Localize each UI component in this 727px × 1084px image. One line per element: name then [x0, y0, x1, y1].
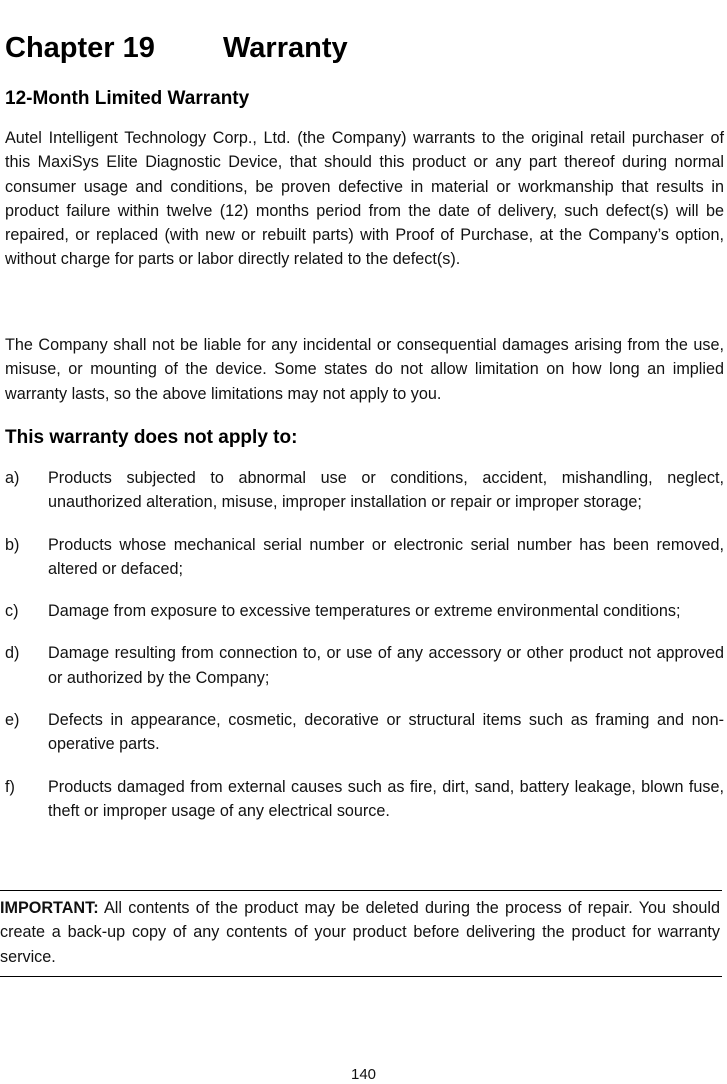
list-item-text: Defects in appearance, cosmetic, decorative or structural items such as framing and non-operative parts. — [48, 711, 724, 754]
chapter-heading — [5, 28, 348, 68]
list-item — [5, 466, 724, 515]
list-item — [5, 641, 724, 690]
important-text: All contents of the product may be deleted during the process of repair. You should create a back-up copy of any contents of your product before delivering the product for warranty service. — [0, 899, 720, 966]
list-item-text: Products whose mechanical serial number or electronic serial number has been removed, altered or defaced; — [48, 535, 724, 578]
list-item-text: Products subjected to abnormal use or conditions, accident, mishandling, neglect, unauthorized alteration, misuse, improper installation or repair or improper storage; — [48, 469, 724, 512]
list-item-text: Damage from exposure to excessive temperatures or extreme environmental conditions; — [48, 602, 681, 621]
list-item — [5, 775, 724, 824]
section-title: 12-Month Limited Warranty — [5, 88, 250, 109]
list-item-text: Products damaged from external causes such as fire, dirt, sand, battery leakage, blown fuse, theft or improper usage of any electrical source. — [48, 777, 724, 820]
chapter-number: Chapter 19 — [5, 32, 155, 64]
important-notice-box — [0, 890, 722, 977]
list-marker: b) — [5, 535, 20, 554]
list-marker: c) — [5, 602, 19, 621]
list-marker: d) — [5, 644, 20, 663]
list-item — [5, 533, 724, 582]
important-label: IMPORTANT: — [0, 899, 99, 917]
liability-paragraph: The Company shall not be liable for any incidental or consequential damages arising from the use, misuse, or mounting of the device. Some states do not allow limitation on how long an implied warranty lasts, so the above limitations may not apply to you. — [5, 336, 724, 403]
list-item — [5, 708, 724, 757]
list-marker: e) — [5, 711, 20, 730]
list-item-text: Damage resulting from connection to, or use of any accessory or other product not approved or authorized by the Company; — [48, 644, 724, 687]
chapter-title: Warranty — [223, 32, 348, 64]
exclusions-list — [5, 466, 724, 841]
list-item — [5, 599, 724, 623]
exclusions-heading: This warranty does not apply to: — [5, 427, 298, 448]
page-number: 140 — [350, 1066, 377, 1083]
list-marker: f) — [5, 777, 15, 796]
list-marker: a) — [5, 469, 20, 487]
warranty-paragraph: Autel Intelligent Technology Corp., Ltd. (the Company) warrants to the original retail purchaser of this MaxiSys Elite Diagnostic Device, that should this product or any part thereof during normal consumer usage and conditions, be proven defective in material or workmanship that results in product failure within twelve (12) months period from the date of delivery, such defect(s) will be repaired, or replaced (with new or rebuilt parts) with Proof of Purchase, at the Company’s option, without charge for parts or labor directly related to the defect(s). — [5, 129, 724, 269]
